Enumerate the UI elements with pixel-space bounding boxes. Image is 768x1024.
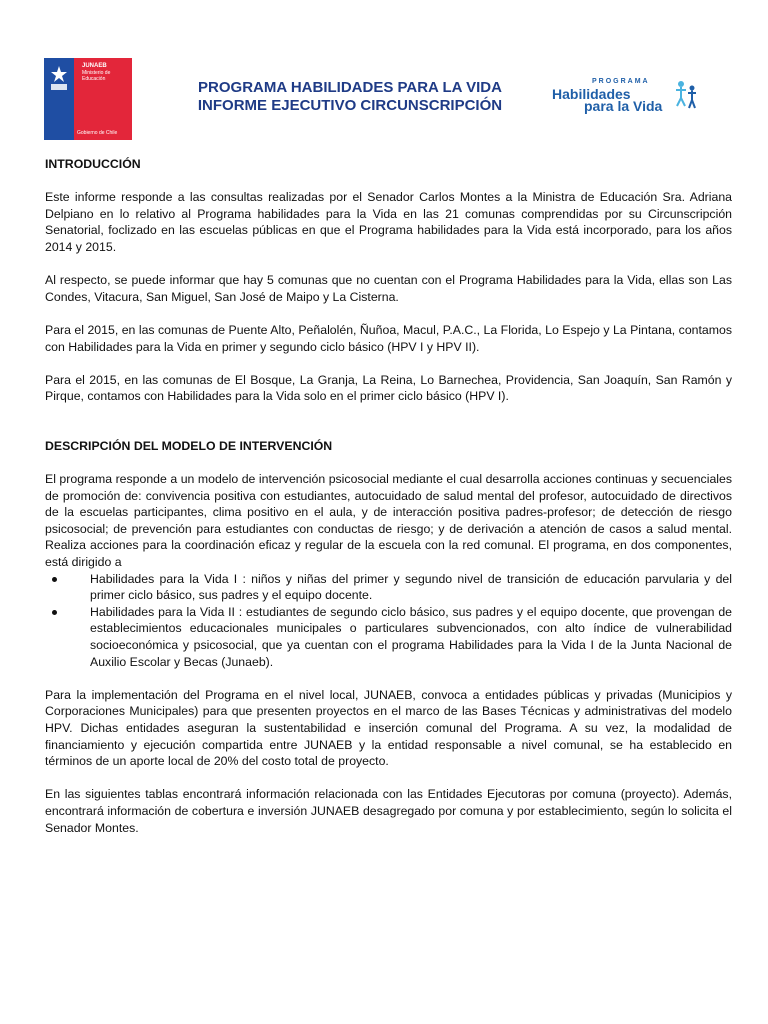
list-item: Habilidades para la Vida I : niños y niñas del primer y segundo nivel de transición de educación parvularia y del primer ciclo básico, sus padres y el equipo docente. (45, 571, 732, 604)
junaeb-logo (44, 58, 132, 140)
coat-of-arms-icon (47, 64, 71, 94)
logo-para-la-vida-text: para la Vida (584, 98, 663, 114)
intro-heading: INTRODUCCIÓN (45, 157, 141, 171)
logo-habilidades-text: Habilidades (552, 86, 631, 102)
intro-paragraph-3: Para el 2015, en las comunas de Puente Alto, Peñalolén, Ñuñoa, Macul, P.A.C., La Florida, Lo Espejo y La Pintana, contamos con Habilidades para la Vida en primer y segundo ciclo básico (HPV I y HPV II). (45, 322, 732, 354)
children-figures-icon (674, 78, 698, 112)
hpv-program-logo (548, 76, 708, 116)
document-body (45, 156, 732, 836)
logo-programa-text: PROGRAMA (592, 78, 650, 85)
model-paragraph-1: El programa responde a un modelo de intervención psicosocial mediante el cual desarrolla acciones continuas y secuenciales de promoción de: convivencia positiva con estudiantes, autocuidado de salud mental del profesor, autocuidado de directivos de la escuelas participantes, clima positivo en el aula, y de interacción positiva padres-profesor; de detección de riesgo psicosocial; de prevención para estudiantes con conductas de riesgo; y de derivación a atención de casos a salud mental. Realiza acciones para la coordinación eficaz y regular de la escuela con la red comunal. El programa, en dos componentes, está dirigido a (45, 472, 732, 570)
logo-government-text: Gobierno de Chile (77, 130, 118, 136)
model-paragraph-2: Para la implementación del Programa en el nivel local, JUNAEB, convoca a entidades públicas y privadas (Municipios y Corporaciones Municipales) para que presenten proyectos en el marco de las Bases Técnicas y administrativas del modelo HPV. Dichas entidades aseguran la sustentabilidad e inserción comunal del Programa. A su vez, la modalidad de financiamiento y ejecución compartida entre JUNAEB y la entidad responsable a nivel comunal, se ha establecido en términos de un aporte local de 20% del costo total de proyecto. (45, 687, 732, 769)
logo-org-text: JUNAEB Ministerio de Educación (82, 63, 111, 82)
model-paragraph-3: En las siguientes tablas encontrará información relacionada con las Entidades Ejecutoras por comuna (proyecto). Además, encontrará información de cobertura e inversión JUNAEB desagregado por comuna y por establecimiento, según lo solicita el Senador Montes. (45, 787, 732, 835)
intro-paragraph-2: Al respecto, se puede informar que hay 5 comunas que no cuentan con el Programa Habilidades para la Vida, ellas son Las Condes, Vitacura, San Miguel, San José de Maipo y La Cisterna. (45, 273, 732, 304)
intro-paragraph-4: Para el 2015, en las comunas de El Bosque, La Granja, La Reina, Lo Barnechea, Providencia, San Joaquín, San Ramón y Pirque, contamos con Habilidades para la Vida solo en el primer ciclo básico (HPV I). (45, 372, 732, 404)
component-list (45, 571, 732, 671)
intro-paragraph-1: Este informe responde a las consultas realizadas por el Senador Carlos Montes a la Ministra de Educación Sra. Adriana Delpiano en lo relativo al Programa habilidades para la Vida en las 21 comunas comprendidas por su Circunscripción Senatorial, foclizado en las escuelas públicas en que el Programa habilidades para la Vida está incorporado, para los años 2014 y 2015. (45, 190, 732, 254)
title-line-2: INFORME EJECUTIVO CIRCUNSCRIPCIÓN (197, 97, 503, 114)
list-item: Habilidades para la Vida II : estudiantes de segundo ciclo básico, sus padres y el equipo docente, que provengan de establecimientos educacionales municipales o particulares subvencionados, con alto índice de vulnerabilidad socioeconómica y psicosocial, que ya cuentan con el programa Habilidades para la Vida I de la Junta Nacional de Auxilio Escolar y Becas (Junaeb). (45, 604, 732, 670)
page-title (160, 79, 540, 115)
model-heading: DESCRIPCIÓN DEL MODELO DE INTERVENCIÓN (45, 438, 333, 453)
title-line-1: PROGRAMA HABILIDADES PARA LA VIDA (198, 79, 502, 96)
